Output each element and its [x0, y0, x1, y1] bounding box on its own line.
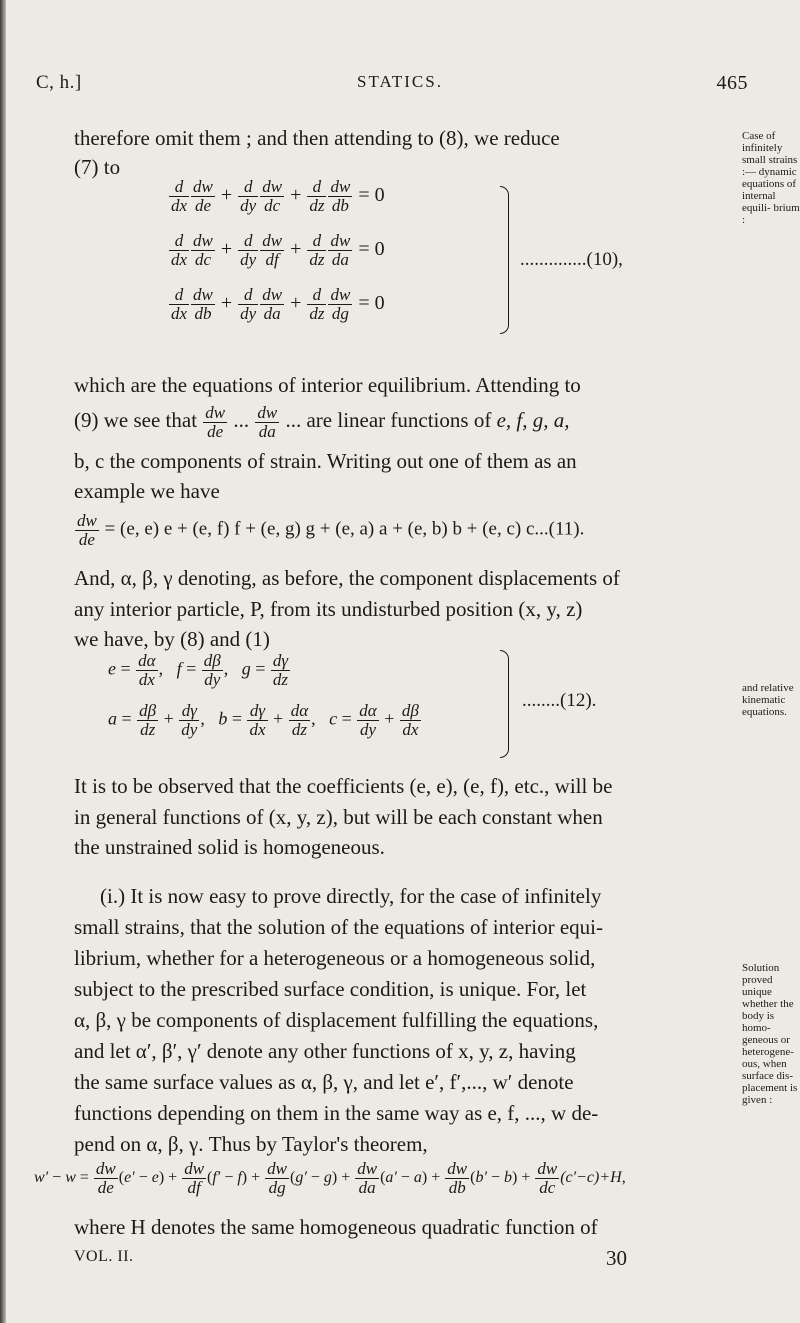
- paragraph-and-line-3: we have, by (8) and (1): [74, 627, 270, 651]
- equation-11: $\frac{dw}{de}$ = (e, e) e + (e, f) f + (e, g) g + (e, a) a + (e, b) b + (e, c) c...(11).: [77, 511, 585, 549]
- paragraph-unique-line-4: subject to the prescribed surface condition, is unique. For, let: [74, 977, 587, 1001]
- paragraph-unique-line-8: functions depending on them in the same way as e, f, ..., w de-: [74, 1101, 599, 1125]
- paragraph-unique-line-2: small strains, that the solution of the equations of interior equi-: [74, 915, 603, 939]
- equation-10-row-2: $\frac{d}{dx}$ $\frac{dw}{dc}$ + $\frac{d}{dy}$ $\frac{dw}{df}$ + $\frac{d}{dz}$ $\frac{dw}{da}$ = 0: [171, 231, 385, 269]
- footer-volume: VOL. II.: [74, 1248, 134, 1265]
- equation-10-number: ..............(10),: [520, 249, 623, 270]
- paragraph-unique-line-9: pend on α, β, γ. Thus by Taylor's theorem,: [74, 1132, 428, 1156]
- sidenote-solution-unique: Solution proved unique whether the body is homo- geneous or heterogene- ous, when surface dis- placement is given :: [742, 962, 798, 1106]
- paragraph-unique-line-7: the same surface values as α, β, γ, and let e′, f′,..., w′ denote: [74, 1070, 574, 1094]
- paragraph-final-line: where H denotes the same homogeneous quadratic function of: [74, 1215, 598, 1239]
- running-head-title: STATICS.: [357, 72, 443, 91]
- equation-12-brace: [500, 650, 509, 758]
- paragraph-unique-line-1: (i.) It is now easy to prove directly, for the case of infinitely: [100, 884, 602, 908]
- equation-10-row-1: $\frac{d}{dx}$ $\frac{dw}{de}$ + $\frac{d}{dy}$ $\frac{dw}{dc}$ + $\frac{d}{dz}$ $\frac{dw}{db}$ = 0: [171, 177, 385, 215]
- paragraph-observe-line-2: in general functions of (x, y, z), but will be each constant when: [74, 805, 603, 829]
- paragraph-unique-line-6: and let α′, β′, γ′ denote any other functions of x, y, z, having: [74, 1039, 576, 1063]
- equation-12-number: ........(12).: [522, 690, 597, 711]
- equation-12-row-1: e = $\frac{d\alpha}{dx}$ , f = $\frac{d\beta}{dy}$ , g = $\frac{d\gamma}{dz}$: [108, 651, 289, 689]
- equation-12-row-2: a = $\frac{d\beta}{dz}$ + $\frac{d\gamma}{dy}$ , b = $\frac{d\gamma}{dx}$ + $\frac{d\alpha}{dz}$ , c = $\frac{d\alpha}{dy}$ + $\frac{d\beta}{dx}$: [108, 701, 419, 739]
- paragraph-unique-line-3: librium, whether for a heterogeneous or a homogeneous solid,: [74, 946, 596, 970]
- intro-line-2: (7) to: [74, 155, 121, 179]
- sidenote-case-of-infinitely-small-strains: Case of infinitely small strains :— dynamic equations of internal equili- brium :: [742, 130, 800, 226]
- equation-taylor: w′ − w = $\frac{dw}{de}$ (e′ − e) + $\frac{dw}{df}$ (f′ − f) + $\frac{dw}{dg}$ (g′ − g) + $\frac{dw}{da}$ (a′ − a) + $\frac{dw}{db}$ (b′ − b) + $\frac{dw}{dc}$ (c′−c)+H,: [34, 1159, 626, 1197]
- paragraph-and-line-1: And, α, β, γ denoting, as before, the component displacements of: [74, 566, 620, 590]
- paragraph-interior-line-3: b, c the components of strain. Writing out one of them as an: [74, 449, 577, 473]
- paragraph-observe-line-3: the unstrained solid is homogeneous.: [74, 835, 385, 859]
- equation-10-brace: [500, 186, 509, 334]
- paragraph-interior-line-1: which are the equations of interior equilibrium. Attending to: [74, 373, 581, 397]
- equation-10-row-3: $\frac{d}{dx}$ $\frac{dw}{db}$ + $\frac{d}{dy}$ $\frac{dw}{da}$ + $\frac{d}{dz}$ $\frac{dw}{dg}$ = 0: [171, 285, 385, 323]
- paragraph-observe-line-1: It is to be observed that the coefficients (e, e), (e, f), etc., will be: [74, 774, 613, 798]
- page-number-top: 465: [716, 72, 748, 94]
- paragraph-and-line-2: any interior particle, P, from its undisturbed position (x, y, z): [74, 597, 583, 621]
- intro-line-1: therefore omit them ; and then attending to (8), we reduce: [74, 126, 560, 150]
- page-edge-shadow: [0, 0, 6, 1323]
- running-head-left: C, h.]: [36, 72, 82, 93]
- paragraph-interior-line-2: (9) we see that $\frac{dw}{de}$ ... $\frac{dw}{da}$ ... are linear functions of e, f, g, a,: [74, 403, 570, 441]
- footer-signature-number: 30: [606, 1246, 627, 1270]
- paragraph-interior-line-4: example we have: [74, 479, 220, 503]
- sidenote-relative-kinematic: and relative kinematic equations.: [742, 682, 794, 718]
- paragraph-unique-line-5: α, β, γ be components of displacement fulfilling the equations,: [74, 1008, 599, 1032]
